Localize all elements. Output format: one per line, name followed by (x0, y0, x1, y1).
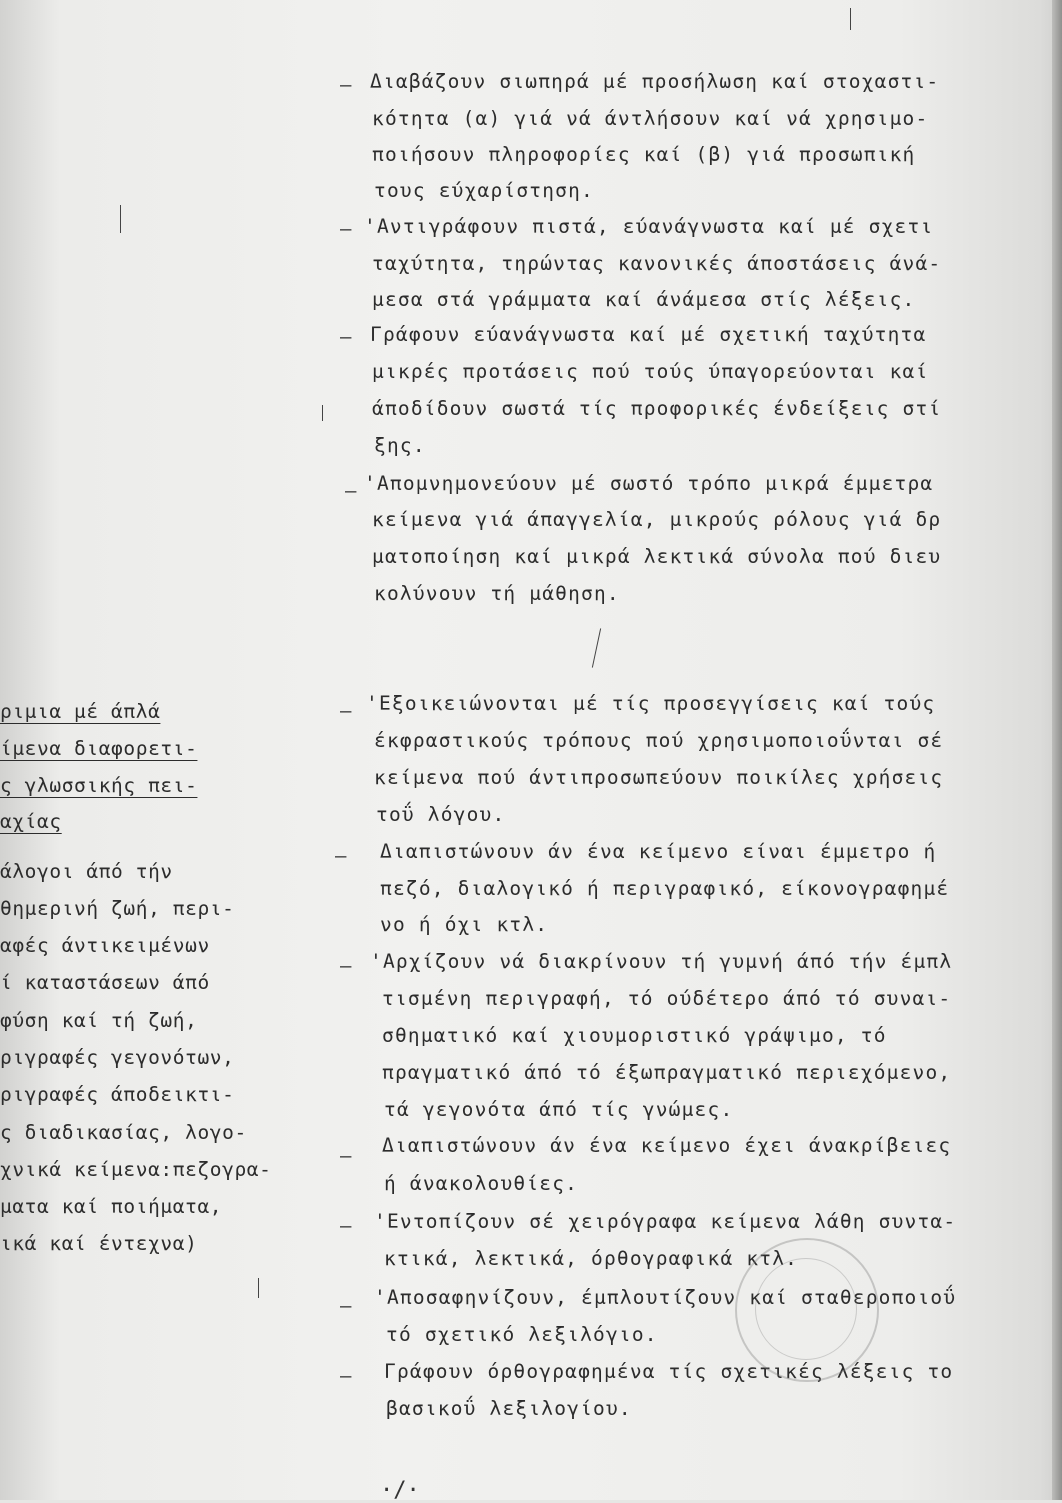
text-line: άποδίδουν σωστά τίς προφορικές ένδείξεις στί (372, 397, 942, 420)
text-line: 'Απομνημονεύουν μέ σωστό τρόπο μικρά έμμετρα (364, 472, 934, 495)
list-dash: – (345, 480, 357, 502)
text-line: πεζό, διαλογικό ή περιγραφικό, είκονογραφημέ (380, 877, 950, 900)
text-line: Γράφουν εύανάγνωστα καί μέ σχετική ταχύτητα (370, 323, 927, 346)
scan-mark (258, 1278, 259, 1298)
text-line: κείμενα πού άντιπροσωπεύουν ποικίλες χρήσεις (374, 766, 944, 789)
text-line: 'Αντιγράφουν πιστά, εύανάγνωστα καί μέ σχετι (364, 215, 934, 238)
text-line: μεσα στά γράμματα καί άνάμεσα στίς λέξεις. (372, 288, 916, 311)
text-line: ποιήσουν πληροφορίες καί (β) γιά προσωπική (372, 143, 916, 166)
list-dash: – (340, 1145, 352, 1167)
stamp-inner-ring (755, 1258, 857, 1360)
text-line: ή άνακολουθίες. (384, 1172, 579, 1195)
page-number-mark: ·/· (380, 1478, 420, 1503)
text-line: ξης. (374, 434, 426, 457)
text-line: Διαπιστώνουν άν ένα κείμενο έχει άνακρίβειες (382, 1134, 952, 1157)
text-line: ριγραφές γεγονότων, (0, 1046, 235, 1069)
text-line: νο ή όχι κτλ. (380, 913, 549, 936)
page-edge-shadow (1052, 0, 1062, 1500)
text-line: ικά καί έντεχνα) (0, 1232, 198, 1255)
text-line: 'Εξοικειώνονται μέ τίς προσεγγίσεις καί τούς (366, 692, 936, 715)
list-dash: – (340, 326, 352, 348)
list-dash: – (340, 74, 352, 96)
text-line: άλογοι άπό τήν (0, 860, 173, 883)
official-stamp (735, 1238, 879, 1382)
text-line: Διαπιστώνουν άν ένα κείμενο είναι έμμετρο ή (380, 840, 937, 863)
list-dash: – (335, 845, 347, 867)
text-line: ματοποίηση καί μικρά λεκτικά σύνολα πού διευ (372, 545, 942, 568)
text-line: τισμένη περιγραφή, τό ούδέτερο άπό τό συναι- (382, 987, 952, 1010)
text-line: 'Αρχίζουν νά διακρίνουν τή γυμνή άπό τήν έμπλ (370, 950, 953, 973)
text-line: τό σχετικό λεξιλόγιο. (386, 1323, 658, 1346)
heading-line: ίμενα διαφορετι- (0, 737, 198, 760)
text-line: ματα καί ποιήματα, (0, 1195, 223, 1218)
text-line: φύση καί τή ζωή, (0, 1009, 198, 1032)
text-line: κότητα (α) γιά νά άντλήσουν καί νά χρησιμο- (372, 107, 929, 130)
list-dash: – (340, 700, 352, 722)
text-line: πραγματικό άπό τό έξωπραγματικό περιεχόμενο, (382, 1061, 952, 1084)
text-line: βασικοΰ λεξιλογίου. (386, 1397, 632, 1420)
text-line: 'Αποσαφηνίζουν, έμπλουτίζουν καί σταθεροποιοΰ (374, 1286, 957, 1309)
text-line: τους εύχαρίστηση. (374, 179, 594, 202)
text-line: κείμενα γιά άπαγγελία, μικρούς ρόλους γιά δρ (372, 508, 942, 531)
scan-mark (322, 405, 323, 421)
text-line: Διαβάζουν σιωπηρά μέ προσήλωση καί στοχαστι- (370, 70, 940, 93)
text-line: Γράφουν όρθογραφημένα τίς σχετικές λέξεις το (384, 1360, 954, 1383)
text-line: χνικά κείμενα:πεζογρα- (0, 1158, 272, 1181)
scan-mark (120, 205, 121, 233)
text-line: θημερινή ζωή, περι- (0, 897, 235, 920)
text-line: σθηματικό καί χιουμοριστικό γράψιμο, τό (382, 1024, 887, 1047)
list-dash: – (340, 955, 352, 977)
text-line: κολύνουν τή μάθηση. (374, 582, 620, 605)
text-line: μικρές προτάσεις πού τούς ύπαγορεύονται καί (372, 360, 929, 383)
heading-line: αχίας (0, 810, 62, 833)
text-line: ς διαδικασίας, λογο- (0, 1121, 247, 1144)
text-line: κτικά, λεκτικά, όρθογραφικά κτλ. (384, 1247, 799, 1270)
text-line: τά γεγονότα άπό τίς γνώμες. (384, 1098, 734, 1121)
heading-line: ριμια μέ άπλά (0, 700, 161, 723)
text-line: ί καταστάσεων άπό (0, 971, 210, 994)
text-line: έκφραστικούς τρόπους πού χρησιμοποιοΰνται σέ (374, 729, 944, 752)
text-line: αφές άντικειμένων (0, 934, 210, 957)
scan-mark (592, 628, 601, 667)
scan-mark (850, 8, 851, 30)
text-line: 'Εντοπίζουν σέ χειρόγραφα κείμενα λάθη συντα- (374, 1210, 957, 1233)
list-dash: – (340, 1295, 352, 1317)
heading-line: ς γλωσσικής πει- (0, 774, 198, 797)
list-dash: – (340, 1215, 352, 1237)
text-line: ταχύτητα, τηρώντας κανονικές άποστάσεις άνά- (372, 252, 942, 275)
text-line: ριγραφές άποδεικτι- (0, 1083, 235, 1106)
list-dash: – (340, 1365, 352, 1387)
text-line: τοΰ λόγου. (376, 803, 506, 826)
list-dash: – (340, 218, 352, 240)
